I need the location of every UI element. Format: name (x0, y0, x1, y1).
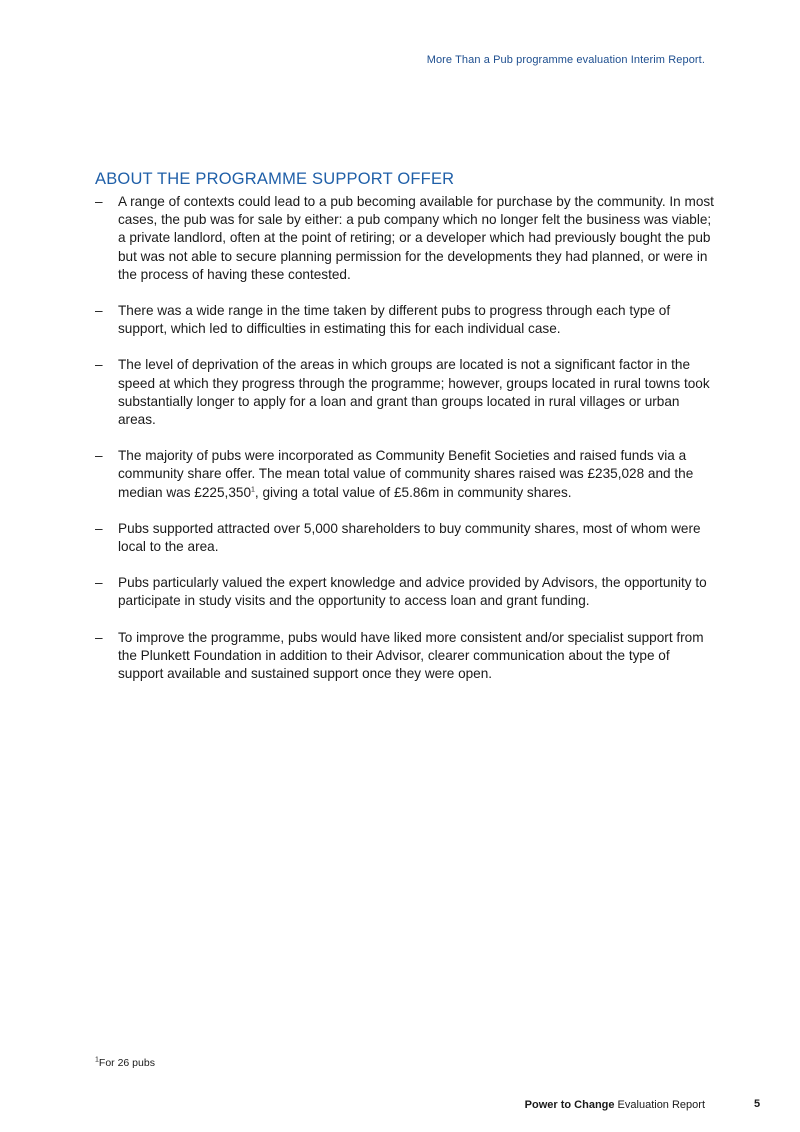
page-number: 5 (754, 1098, 761, 1110)
dash-marker: – (95, 575, 103, 591)
footer-label: Evaluation Report (614, 1099, 705, 1111)
list-item (95, 447, 715, 502)
bullet-text: Pubs particularly valued the expert knowledge and advice provided by Advisors, the opportunity to participate in study visits and the opportunity to access loan and grant funding. (118, 575, 707, 609)
bullet-text-start: The majority of pubs were incorporated as Community Benefit Societies and raised funds via a community share offer. The mean total value of community shares raised was £235,028 and the median was £225,350 (118, 448, 694, 500)
running-header: More Than a Pub programme evaluation Interim Report. (426, 54, 705, 66)
list-item (95, 574, 715, 610)
list-item (95, 520, 715, 556)
footer-brand: Power to Change (524, 1099, 615, 1111)
bullet-text-end: , giving a total value of £5.86m in community shares. (254, 484, 572, 500)
page-footer (525, 1099, 705, 1111)
bullet-text: Pubs supported attracted over 5,000 shareholders to buy community shares, most of whom were local to the area. (118, 520, 701, 555)
dash-marker: – (95, 629, 103, 645)
footnote-text: For 26 pubs (98, 1057, 155, 1069)
bullet-text: To improve the programme, pubs would have liked more consistent and/or specialist support from the Plunkett Foundation in addition to their Advisor, clearer communication about the type of support available and sustained support once they were open. (118, 629, 704, 682)
section-title: ABOUT THE PROGRAMME SUPPORT OFFER (95, 170, 455, 188)
dash-marker: – (95, 357, 103, 373)
list-item (95, 356, 715, 429)
footnote-marker: 1 (95, 1056, 99, 1064)
bullet-text: A range of contexts could lead to a pub becoming available for purchase by the community. In most cases, the pub was for sale by either: a pub company which no longer felt the business was viable; a private landlord, often at the point of retiring; or a developer which had previously bought the pub but was not able to secure planning permission for the developments they had planned, or were in the process of having these contested. (118, 194, 714, 282)
list-item (95, 629, 715, 684)
dash-marker: – (95, 448, 103, 464)
footnote (95, 1057, 155, 1069)
list-item (95, 193, 715, 284)
dash-marker: – (95, 194, 103, 209)
dash-marker: – (95, 303, 103, 319)
findings-list (95, 193, 715, 701)
list-item (95, 302, 715, 338)
dash-marker: – (95, 520, 103, 536)
bullet-text: The level of deprivation of the areas in which groups are located is not a significant factor in the speed at which they progress through the programme; however, groups located in rural towns took substantially longer to apply for a loan and grant than groups located in rural villages or urban areas. (118, 357, 710, 428)
footnote-reference[interactable]: 1 (251, 486, 255, 494)
bullet-text: There was a wide range in the time taken by different pubs to progress through each type of support, which led to difficulties in estimating this for each individual case. (118, 303, 671, 337)
